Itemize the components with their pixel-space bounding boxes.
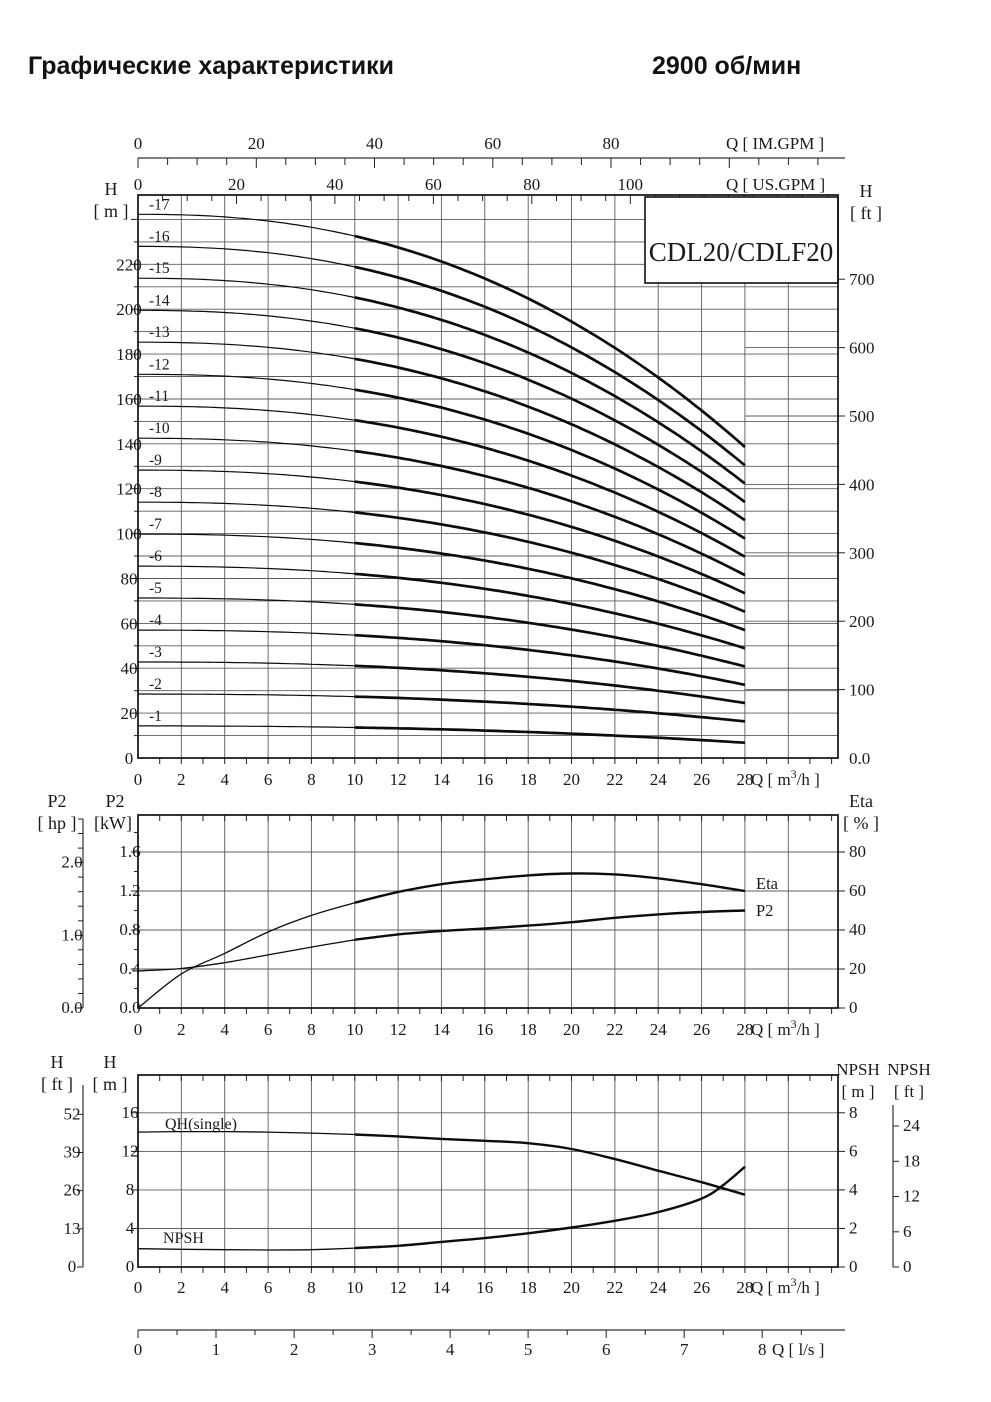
- tick-label: 80: [120, 569, 138, 589]
- tick-label: 6: [849, 1141, 858, 1161]
- tick-label: 1.6: [119, 842, 141, 861]
- tick-label: 18: [519, 1020, 537, 1039]
- tick-label: 4: [220, 1020, 229, 1039]
- tick-label: 26: [693, 770, 711, 789]
- tick-label: 20: [563, 1020, 580, 1039]
- axis-header: [ ft ]: [850, 203, 882, 223]
- stage-label: -1: [149, 707, 162, 725]
- flow-labels-single: [134, 1275, 820, 1297]
- tick-label: 700: [849, 270, 875, 290]
- tick-label: 80: [523, 175, 541, 194]
- tick-label: 1.2: [119, 881, 141, 900]
- tick-label: 12: [121, 1141, 139, 1161]
- tick-label: 8: [757, 1340, 767, 1359]
- stage-label: -16: [149, 228, 170, 246]
- qh-single-label: QH(single): [165, 1116, 237, 1133]
- tick-label: 13: [63, 1218, 81, 1238]
- tick-label: 100: [617, 175, 644, 194]
- tick-label: 18: [519, 770, 537, 789]
- tick-label: 600: [849, 338, 875, 358]
- tick-label: 6: [903, 1221, 912, 1241]
- stage-curve--5: [355, 604, 745, 666]
- axis-header: [ ft ]: [893, 1082, 925, 1101]
- axis-header: H: [50, 1052, 64, 1072]
- tick-label: 28: [736, 1020, 754, 1039]
- tick-label: 10: [346, 1020, 364, 1039]
- tick-label: 8: [307, 770, 316, 789]
- tick-label: 300: [849, 543, 875, 563]
- tick-label: 2.0: [61, 852, 83, 872]
- tick-label: 4: [220, 1278, 229, 1297]
- tick-label: 4: [849, 1179, 858, 1199]
- stage-curve--10: [355, 451, 745, 575]
- tick-label: 12: [389, 770, 407, 789]
- tick-label: 6: [601, 1340, 611, 1359]
- tick-label: 0: [903, 1257, 912, 1276]
- tick-label: 0: [67, 1257, 77, 1276]
- tick-label: 40: [849, 920, 866, 939]
- tick-label: 0: [133, 1340, 143, 1359]
- flow-unit-label: Q [ $m^3/h$ ]: [751, 767, 820, 789]
- p2-curve: [138, 940, 355, 971]
- tick-label: 20: [247, 134, 265, 153]
- tick-label: 26: [63, 1180, 81, 1200]
- tick-label: 7: [679, 1340, 689, 1359]
- tick-label: 4: [445, 1340, 455, 1359]
- stage-curve--10: [138, 438, 355, 451]
- stage-curve--8: [355, 512, 745, 611]
- single-npsh-chart: [41, 1052, 931, 1276]
- tick-label: 52: [63, 1104, 81, 1124]
- tick-label: 60: [424, 175, 442, 194]
- tick-label: 0: [133, 770, 143, 789]
- tick-label: 100: [116, 524, 142, 544]
- stage-curve--4: [138, 630, 355, 635]
- tick-label: 120: [116, 479, 142, 499]
- npsh-label: NPSH: [163, 1230, 204, 1247]
- tick-label: 14: [432, 1278, 450, 1297]
- tick-label: 4: [125, 1218, 135, 1238]
- tick-label: 18: [903, 1151, 920, 1171]
- tick-label: 0.0: [119, 998, 141, 1017]
- tick-label: 0: [133, 1278, 143, 1297]
- tick-label: 0: [133, 134, 143, 153]
- tick-label: 22: [606, 1278, 624, 1297]
- stage-curve--11: [138, 406, 355, 420]
- flow-unit-label: Q [ IM.GPM ]: [726, 134, 825, 153]
- stage-curve--1: [138, 726, 355, 728]
- tick-label: 8: [307, 1278, 316, 1297]
- tick-label: 1: [211, 1340, 221, 1359]
- stage-label: -2: [149, 676, 162, 693]
- tick-label: 60: [484, 134, 502, 153]
- tick-label: 20: [228, 175, 245, 194]
- tick-label: 24: [649, 770, 667, 789]
- axis-header: P2: [105, 791, 125, 811]
- tick-label: 6: [263, 1278, 273, 1297]
- axis-header: [ % ]: [843, 813, 879, 833]
- axis-header: H: [104, 179, 118, 199]
- stage-label: -6: [149, 548, 162, 566]
- stage-curve--16: [355, 267, 745, 466]
- stage-label: -10: [149, 420, 170, 438]
- stage-label: -9: [149, 452, 162, 470]
- tick-label: 3: [367, 1340, 377, 1359]
- stage-label: -3: [149, 644, 162, 661]
- tick-label: 16: [476, 770, 494, 789]
- axis-header: [ hp ]: [37, 813, 77, 833]
- flow-unit-label: Q [ l/s ]: [772, 1340, 825, 1359]
- page-title: Графические характеристики: [28, 52, 395, 80]
- flow-unit-label: Q [ $m^3/h$ ]: [751, 1017, 820, 1039]
- tick-label: 400: [849, 475, 875, 495]
- qh-single-curve: [355, 1135, 745, 1195]
- axis-im-gpm: [134, 134, 845, 168]
- tick-label: 60: [849, 881, 866, 900]
- tick-label: 0: [133, 1020, 143, 1039]
- tick-label: 5: [523, 1340, 533, 1359]
- stage-curve--1: [355, 728, 745, 743]
- tick-label: 2: [849, 1218, 858, 1238]
- tick-label: 10: [346, 1278, 364, 1297]
- tick-label: 2: [177, 1278, 186, 1297]
- p2-curve-label: P2: [756, 901, 774, 920]
- stage-curve--3: [138, 662, 355, 666]
- main-qh-chart: [94, 179, 882, 768]
- stage-label: -15: [149, 260, 170, 278]
- tick-label: 16: [476, 1278, 494, 1297]
- flow-labels-main: [134, 767, 820, 789]
- tick-label: 60: [120, 614, 138, 634]
- tick-label: 22: [606, 1020, 624, 1039]
- stage-label: -17: [149, 196, 170, 214]
- tick-label: 8: [307, 1020, 316, 1039]
- tick-label: 0.0: [61, 998, 83, 1017]
- axis-header: [ m ]: [841, 1082, 875, 1101]
- tick-label: 200: [116, 300, 142, 320]
- tick-label: 20: [120, 704, 138, 724]
- flow-labels-power: [134, 1017, 820, 1039]
- stage-label: -13: [149, 324, 170, 342]
- stage-label: -8: [149, 484, 162, 502]
- tick-label: 180: [116, 345, 142, 365]
- tick-label: 200: [849, 612, 875, 632]
- tick-label: 40: [120, 659, 138, 679]
- stage-curve--2: [355, 697, 745, 722]
- tick-label: 26: [693, 1020, 711, 1039]
- tick-label: 80: [602, 134, 620, 153]
- tick-label: 12: [903, 1186, 920, 1206]
- flow-unit-label: Q [ $m^3/h$ ]: [751, 1275, 820, 1297]
- stage-curve--9: [355, 482, 745, 594]
- axis-l-s: [134, 1330, 845, 1359]
- stage-curve--6: [138, 566, 355, 574]
- tick-label: 2: [177, 1020, 186, 1039]
- tick-label: 140: [116, 434, 142, 454]
- tick-label: 8: [125, 1179, 135, 1199]
- tick-label: 6: [263, 770, 273, 789]
- power-eta-chart: [38, 791, 879, 1017]
- tick-label: 12: [389, 1020, 407, 1039]
- stage-curve--16: [138, 246, 355, 267]
- stage-curve--15: [138, 278, 355, 297]
- tick-label: 14: [432, 1020, 450, 1039]
- tick-label: 80: [849, 842, 866, 861]
- tick-label: 2: [177, 770, 186, 789]
- tick-label: 20: [563, 770, 580, 789]
- axis-header: [ ft ]: [41, 1074, 73, 1094]
- axis-header: NPSH: [887, 1060, 931, 1079]
- tick-label: 24: [649, 1020, 667, 1039]
- flow-unit-label: Q [ US.GPM ]: [726, 175, 826, 194]
- tick-label: 0: [124, 749, 134, 768]
- tick-label: 26: [693, 1278, 711, 1297]
- stage-curve--7: [138, 534, 355, 543]
- stage-label: -14: [149, 292, 170, 310]
- tick-label: 4: [220, 770, 229, 789]
- eta-curve-label: Eta: [756, 874, 778, 893]
- axis-header: H: [859, 181, 873, 201]
- tick-label: 0.4: [119, 959, 141, 978]
- stage-label: -5: [149, 580, 162, 597]
- stage-curve--2: [138, 694, 355, 697]
- eta-curve: [355, 873, 745, 902]
- tick-label: 24: [649, 1278, 667, 1297]
- tick-label: 2: [289, 1340, 299, 1359]
- rpm-label: 2900 об/мин: [652, 52, 802, 80]
- stage-label: -7: [149, 516, 162, 533]
- tick-label: 8: [849, 1102, 858, 1122]
- tick-label: 0: [849, 1257, 858, 1276]
- stage-curve--17: [138, 214, 355, 236]
- tick-label: 40: [366, 134, 383, 153]
- tick-label: 1.0: [61, 925, 83, 945]
- tick-label: 0: [125, 1257, 135, 1276]
- axis-header: H: [103, 1052, 117, 1072]
- tick-label: 28: [736, 770, 754, 789]
- tick-label: 160: [116, 390, 142, 409]
- tick-label: 28: [736, 1278, 754, 1297]
- stage-curve--4: [355, 635, 745, 685]
- stage-curve--14: [138, 310, 355, 328]
- stage-curve--15: [355, 298, 745, 484]
- tick-label: 16: [476, 1020, 494, 1039]
- tick-label: 20: [563, 1278, 580, 1297]
- tick-label: 14: [432, 770, 450, 789]
- axis-header: [ m ]: [93, 201, 129, 221]
- tick-label: 40: [326, 175, 344, 194]
- stage-label: -12: [149, 356, 170, 374]
- tick-label: 0: [849, 998, 858, 1017]
- axis-header: [ m ]: [92, 1074, 128, 1094]
- tick-label: 24: [903, 1116, 920, 1135]
- axis-header: [kW]: [94, 813, 132, 833]
- p2-curve: [355, 911, 745, 940]
- tick-label: 0: [133, 175, 143, 194]
- npsh-curve: [138, 1248, 355, 1250]
- tick-label: 16: [121, 1102, 139, 1122]
- stage-label: -11: [149, 388, 170, 406]
- axis-header: NPSH: [836, 1060, 880, 1079]
- stage-curve--9: [138, 470, 355, 482]
- model-label: CDL20/CDLF20: [648, 237, 834, 267]
- tick-label: 39: [63, 1142, 81, 1162]
- axis-header: P2: [47, 791, 67, 811]
- axis-header: Eta: [849, 791, 873, 811]
- tick-label: 12: [389, 1278, 407, 1297]
- tick-label: 500: [849, 407, 875, 426]
- tick-label: 220: [116, 255, 142, 275]
- tick-label: 10: [346, 770, 364, 789]
- tick-label: 22: [606, 770, 624, 789]
- tick-label: 6: [263, 1020, 273, 1039]
- tick-label: 18: [519, 1278, 537, 1297]
- tick-label: 20: [849, 959, 866, 978]
- eta-curve: [138, 903, 355, 1008]
- stage-label: -4: [149, 612, 162, 630]
- stage-curve--12: [355, 390, 745, 539]
- stage-curve--13: [138, 342, 355, 359]
- tick-label: 0.8: [119, 920, 141, 939]
- tick-label: 100: [849, 680, 875, 700]
- tick-label: 0.0: [849, 749, 871, 768]
